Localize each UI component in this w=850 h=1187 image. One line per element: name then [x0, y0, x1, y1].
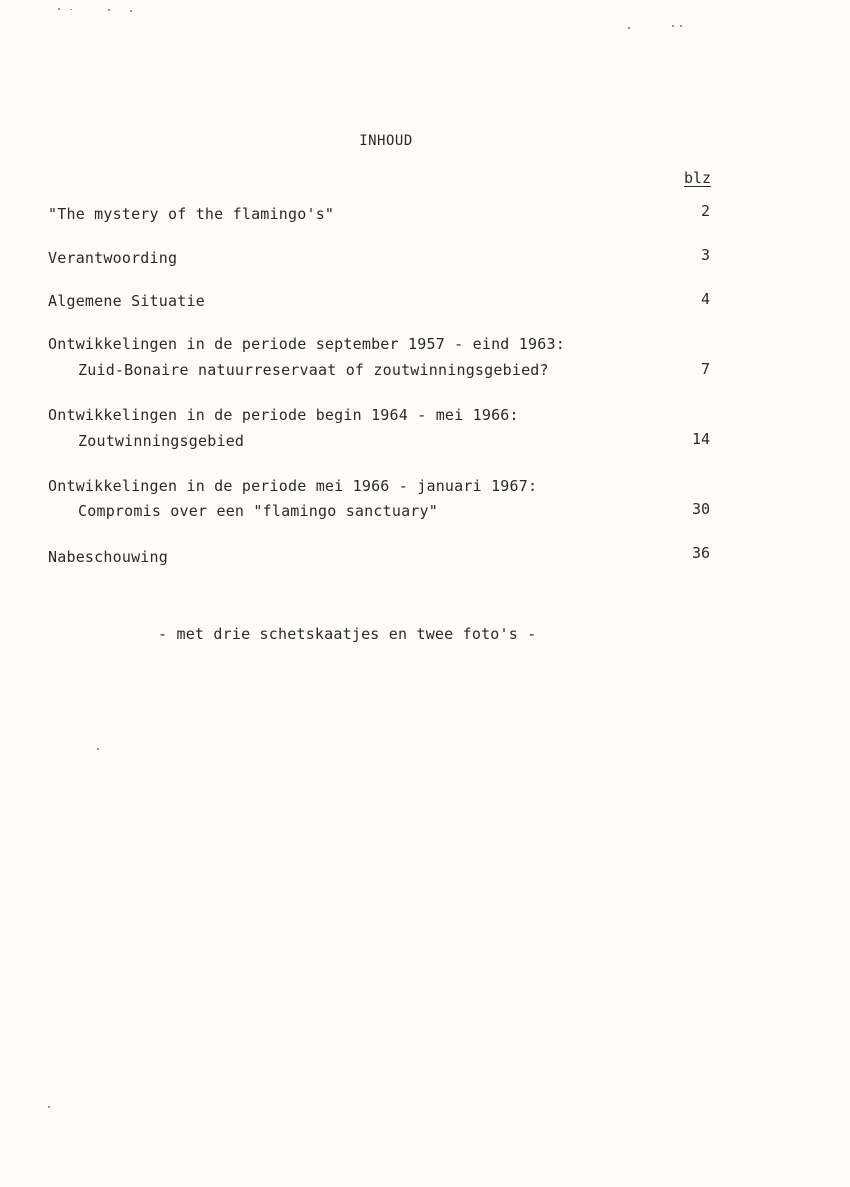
scan-speck: [70, 9, 72, 10]
toc-entry-subtitle: Zuid-Bonaire natuurreservaat of zoutwinningsgebied?: [78, 361, 549, 379]
toc-entry-page: 7: [700, 360, 710, 378]
toc-entry-page: 3: [700, 246, 710, 264]
toc-entry-page: 36: [691, 544, 710, 562]
scan-speck: [628, 27, 630, 29]
scan-speck: [672, 25, 674, 27]
scan-speck: [108, 9, 110, 11]
toc-entry-title: Verantwoording: [48, 249, 178, 267]
toc-entry-subtitle: Compromis over een "flamingo sanctuary": [78, 502, 438, 520]
toc-entry-page: 14: [691, 430, 710, 448]
scan-speck: [130, 10, 132, 12]
toc-entry-title: Nabeschouwing: [48, 548, 168, 566]
toc-entry-subtitle: Zoutwinningsgebied: [78, 432, 245, 450]
scan-speck: [97, 748, 99, 750]
toc-entry-title: Ontwikkelingen in de periode september 1957 - eind 1963:: [48, 335, 565, 353]
toc-entry-title: Ontwikkelingen in de periode begin 1964 - mei 1966:: [48, 406, 519, 424]
scan-speck: [48, 1106, 50, 1108]
toc-entry-title: "The mystery of the flamingo's": [48, 205, 335, 223]
illustration-note: - met drie schetskaatjes en twee foto's -: [158, 625, 537, 643]
page-column-header: blz: [684, 169, 712, 187]
toc-entry-page: 4: [700, 290, 710, 308]
toc-entry-page: 2: [700, 202, 710, 220]
page-title: INHOUD: [359, 133, 413, 149]
toc-entry-title: Algemene Situatie: [48, 292, 205, 310]
scan-speck: [58, 8, 60, 10]
toc-entry-page: 30: [691, 500, 710, 518]
toc-entry-title: Ontwikkelingen in de periode mei 1966 - januari 1967:: [48, 477, 538, 495]
scan-speck: [680, 25, 682, 27]
